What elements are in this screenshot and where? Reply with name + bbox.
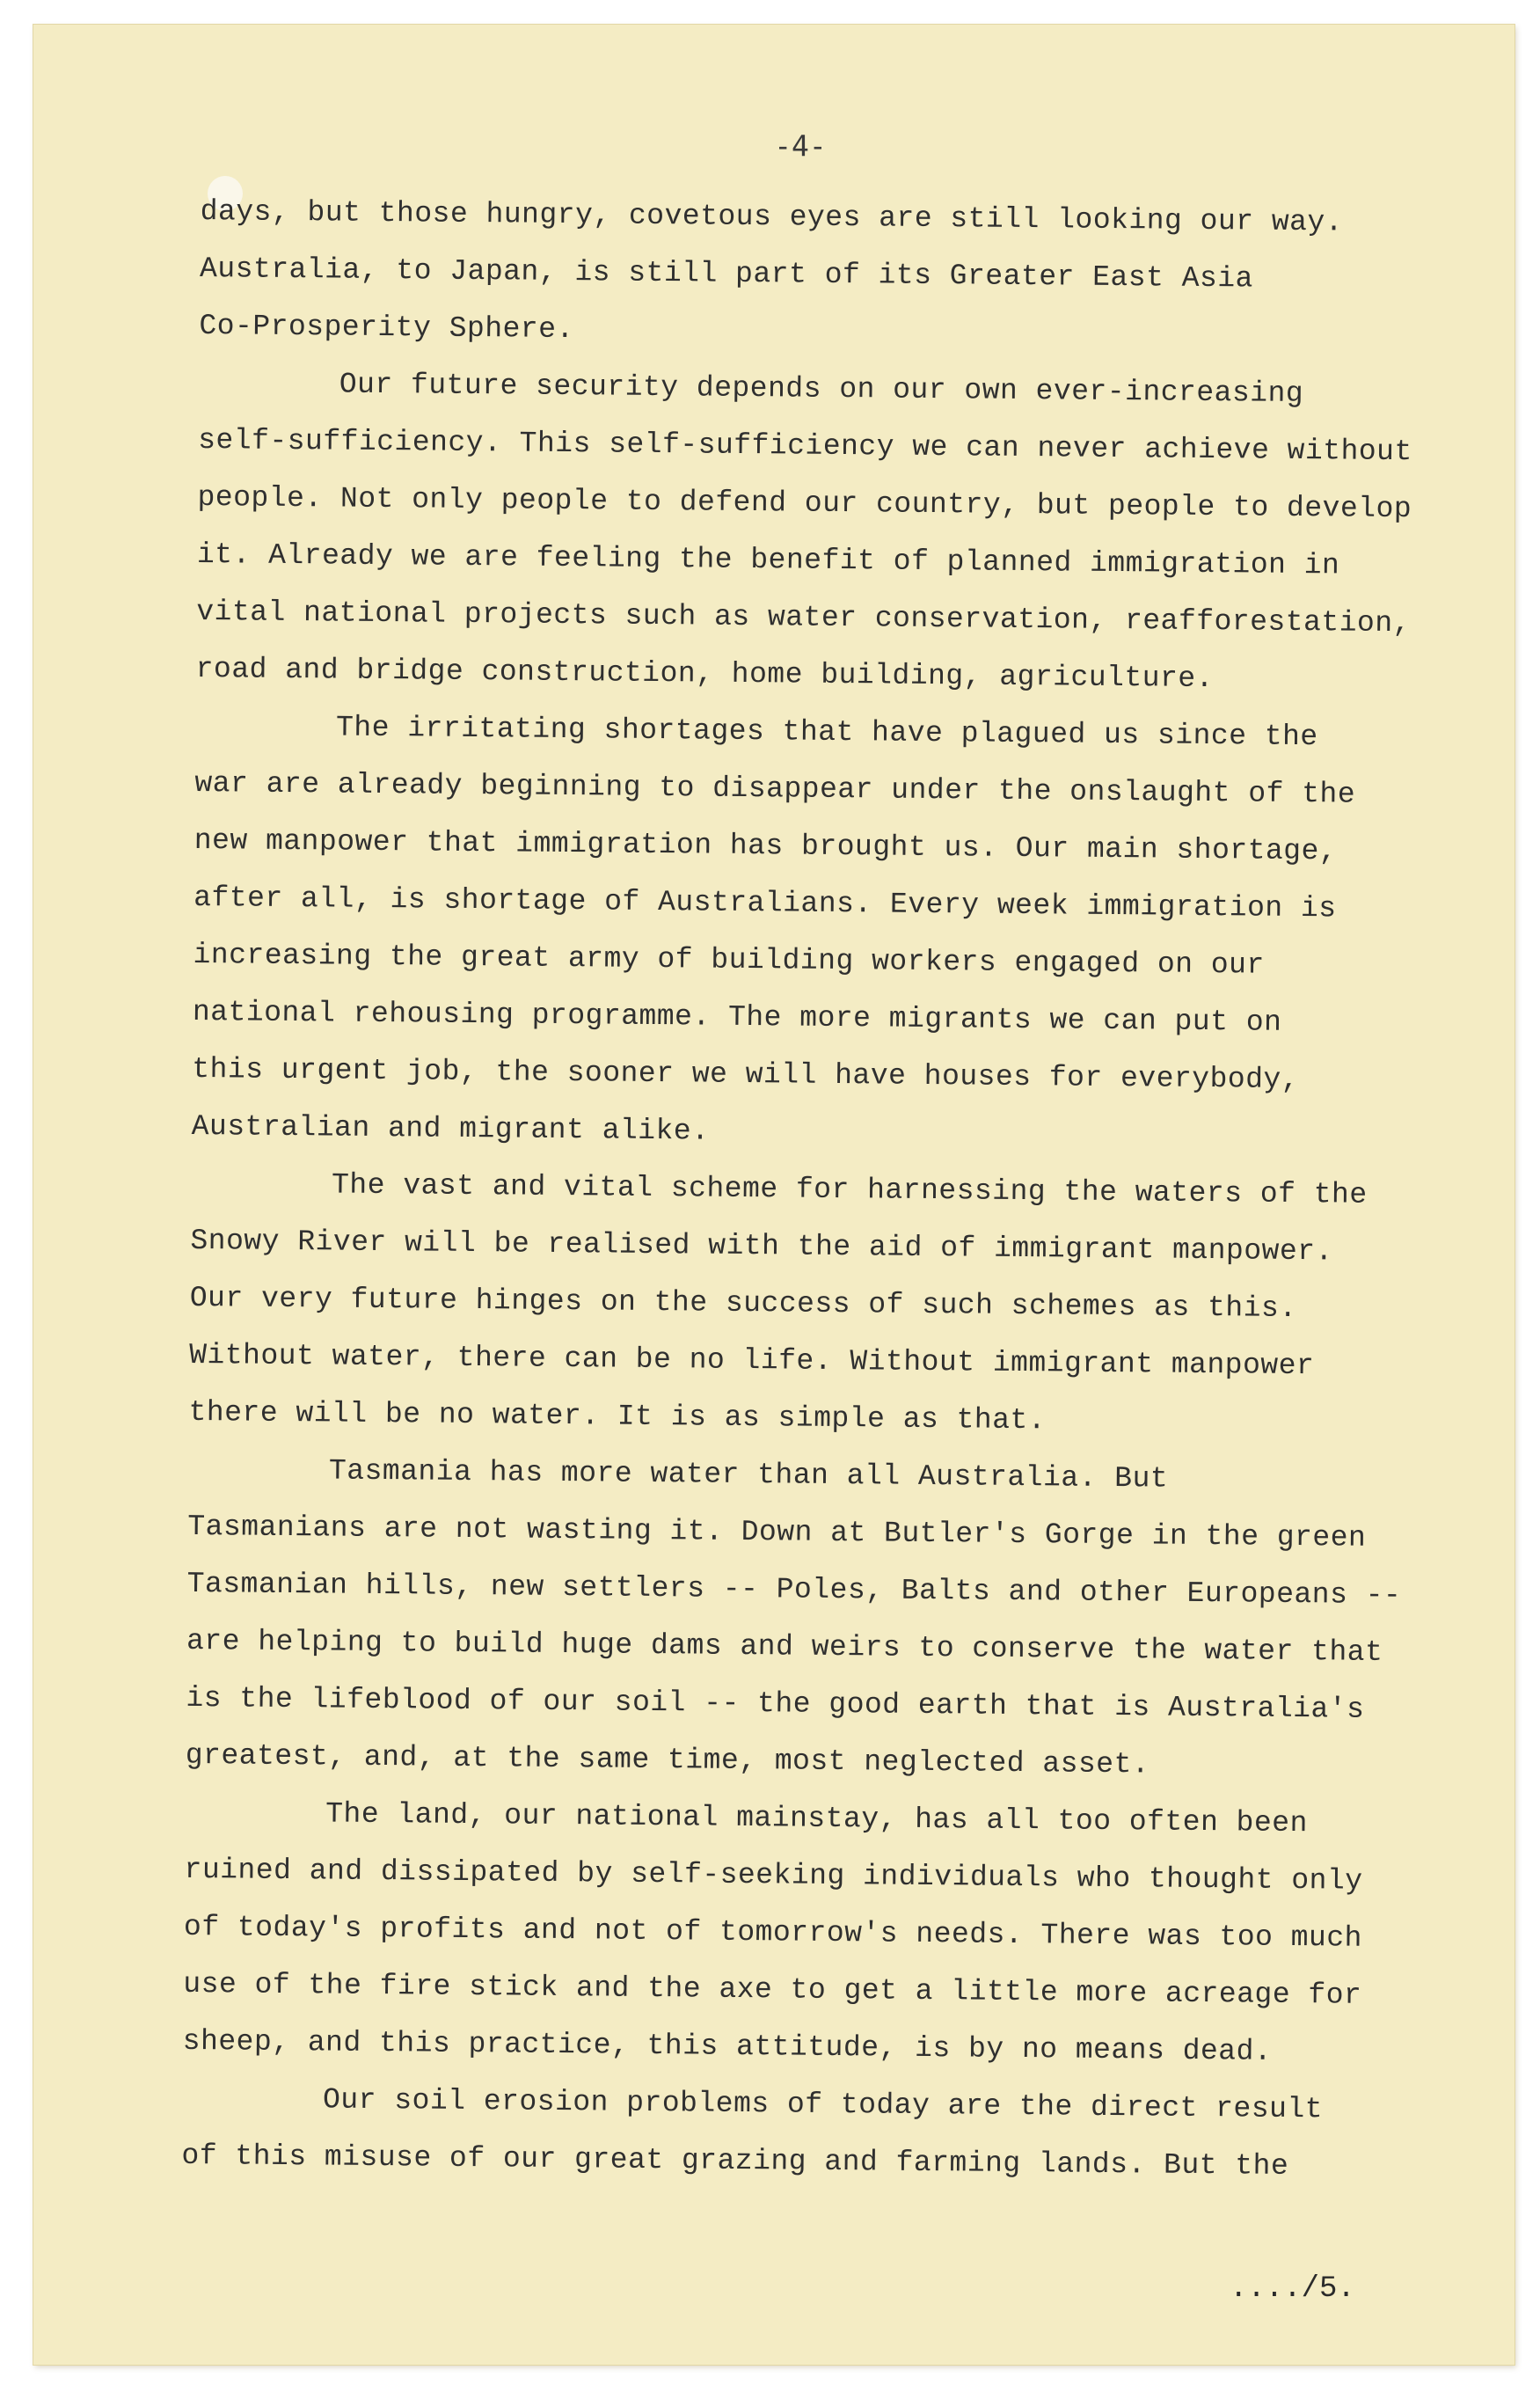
text-line: Co-Prosperity Sphere. <box>199 309 574 347</box>
text-line: use of the fire stick and the axe to get a little more acreage for <box>183 1967 1362 2012</box>
text-line: Our very future hinges on the success of such schemes as this. <box>189 1281 1297 1326</box>
text-line: increasing the great army of building workers engaged on our <box>193 938 1265 982</box>
text-line: Our future security depends on our own ever-increasing <box>339 368 1304 411</box>
text-line: self-sufficiency. This self-sufficiency we can never achieve without <box>198 423 1412 469</box>
text-line: The irritating shortages that have plagued us since the <box>335 711 1318 754</box>
page-number: -4- <box>774 128 827 163</box>
paragraph <box>191 698 1479 1167</box>
text-line: national rehousing programme. The more migrants we can put on <box>192 995 1282 1039</box>
text-line: Without water, there can be no life. Without immigrant manpower <box>189 1338 1315 1383</box>
body-text <box>181 183 1485 2197</box>
text-line: road and bridge construction, home building, agriculture. <box>195 652 1215 696</box>
text-line: The land, our national mainstay, has all too often been <box>325 1797 1309 1840</box>
text-line: of today's profits and not of tomorrow's needs. There was too much <box>183 1910 1363 1955</box>
text-line: greatest, and, at the same time, most neglected asset. <box>185 1738 1150 1781</box>
paragraph <box>181 2070 1466 2197</box>
text-line: this urgent job, the sooner we will have houses for everybody, <box>192 1052 1300 1097</box>
text-line: of this misuse of our great grazing and farming lands. But the <box>181 2139 1289 2183</box>
text-line: people. Not only people to defend our country, but people to develop <box>197 480 1412 526</box>
typed-page <box>33 25 1514 2365</box>
paragraph <box>199 183 1485 367</box>
paragraph <box>182 1784 1469 2082</box>
text-line: Australian and migrant alike. <box>191 1109 710 1148</box>
text-line: are helping to build huge dams and weirs to conserve the water that <box>186 1624 1383 1669</box>
text-line: after all, is shortage of Australians. Every week immigration is <box>193 881 1337 925</box>
text-line: there will be no water. It is as simple as that. <box>188 1395 1047 1437</box>
text-line: new manpower that immigration has brought us. Our main shortage, <box>193 823 1338 868</box>
continuation-marker: ..../5. <box>1230 2272 1355 2306</box>
paragraph <box>195 355 1483 710</box>
text-line: days, but those hungry, covetous eyes are still looking our way. <box>200 194 1344 239</box>
text-line: is the lifeblood of our soil -- the good earth that is Australia's <box>186 1681 1365 1726</box>
text-line: Australia, to Japan, is still part of its Greater East Asia <box>199 252 1254 296</box>
text-line: Tasmanian hills, new settlers -- Poles, Balts and other Europeans -- <box>186 1567 1402 1613</box>
text-line: Tasmania has more water than all Australia. But <box>328 1454 1169 1496</box>
paragraph <box>186 1441 1473 1796</box>
text-line: sheep, and this practice, this attitude, is by no means dead. <box>182 2024 1273 2068</box>
text-line: The vast and vital scheme for harnessing the waters of the <box>331 1168 1368 1211</box>
text-line: Tasmanians are not wasting it. Down at Butler's Gorge in the green <box>187 1510 1367 1554</box>
text-line: Our soil erosion problems of today are the direct result <box>322 2083 1324 2126</box>
text-line: ruined and dissipated by self-seeking individuals who thought only <box>184 1853 1363 1898</box>
paragraph <box>188 1155 1475 1453</box>
text-line: Snowy River will be realised with the aid of immigrant manpower. <box>190 1224 1333 1269</box>
text-line: it. Already we are feeling the benefit of planned immigration in <box>196 538 1340 582</box>
text-line: vital national projects such as water conservation, reafforestation, <box>196 595 1412 640</box>
text-line: war are already beginning to disappear under the onslaught of the <box>194 766 1356 811</box>
